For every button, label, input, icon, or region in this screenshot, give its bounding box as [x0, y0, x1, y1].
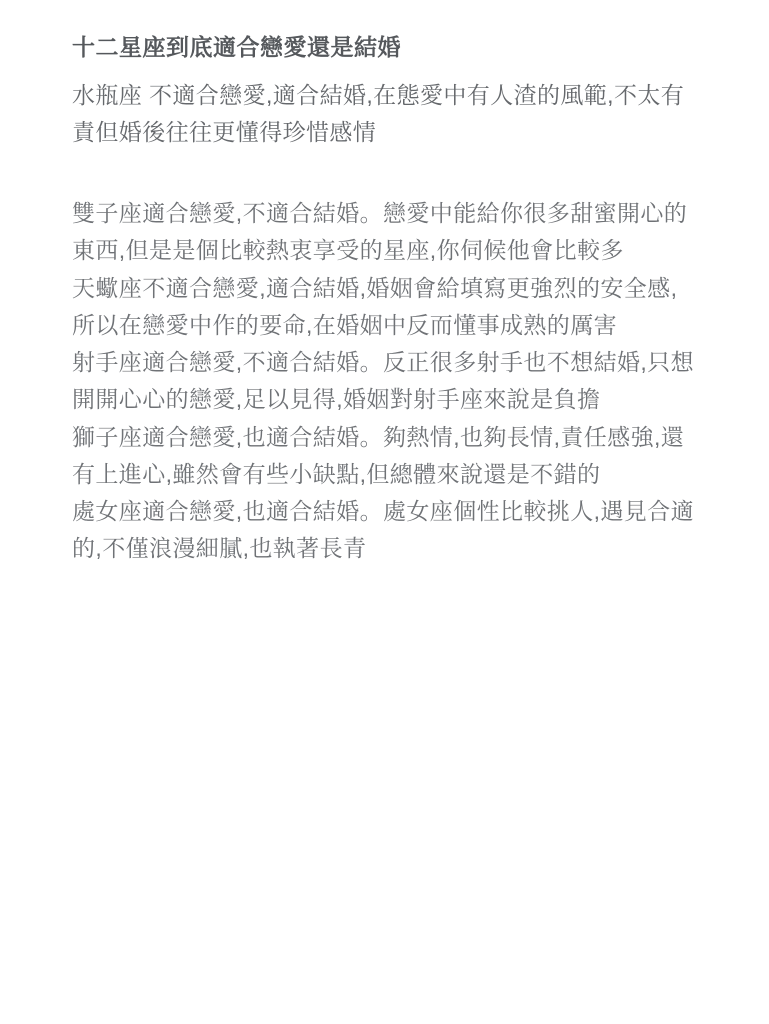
page-title: 十二星座到底適合戀愛還是結婚 — [72, 34, 401, 60]
paragraph-leo: 獅子座適合戀愛,也適合結婚。夠熱情,也夠長情,責任感強,還有上進心,雖然會有些小缺點,但總體來說還是不錯的 — [72, 423, 685, 487]
paragraph-sagittarius: 射手座適合戀愛,不適合結婚。反正很多射手也不想結婚,只想開開心心的戀愛,足以見得,婚姻對射手座來說是負擔 — [72, 349, 694, 413]
paragraph-aquarius: 水瓶座 不適合戀愛,適合結婚,在態愛中有人渣的風範,不太有責但婚後往往更懂得珍惜感情 — [72, 81, 685, 145]
paragraph-spacer — [72, 151, 697, 195]
paragraph-gemini: 雙子座適合戀愛,不適合結婚。戀愛中能給你很多甜蜜開心的東西,但是是個比較熱衷享受的星座,你伺候他會比較多 — [72, 200, 688, 264]
paragraph-virgo: 處女座適合戀愛,也適合結婚。處女座個性比較挑人,遇見合適的,不僅浪漫細膩,也執著長青 — [72, 498, 694, 562]
paragraph-scorpio: 天蠍座不適合戀愛,適合結婚,婚姻會給填寫更強烈的安全感,所以在戀愛中作的要命,在婚姻中反而懂事成熟的厲害 — [72, 274, 678, 338]
